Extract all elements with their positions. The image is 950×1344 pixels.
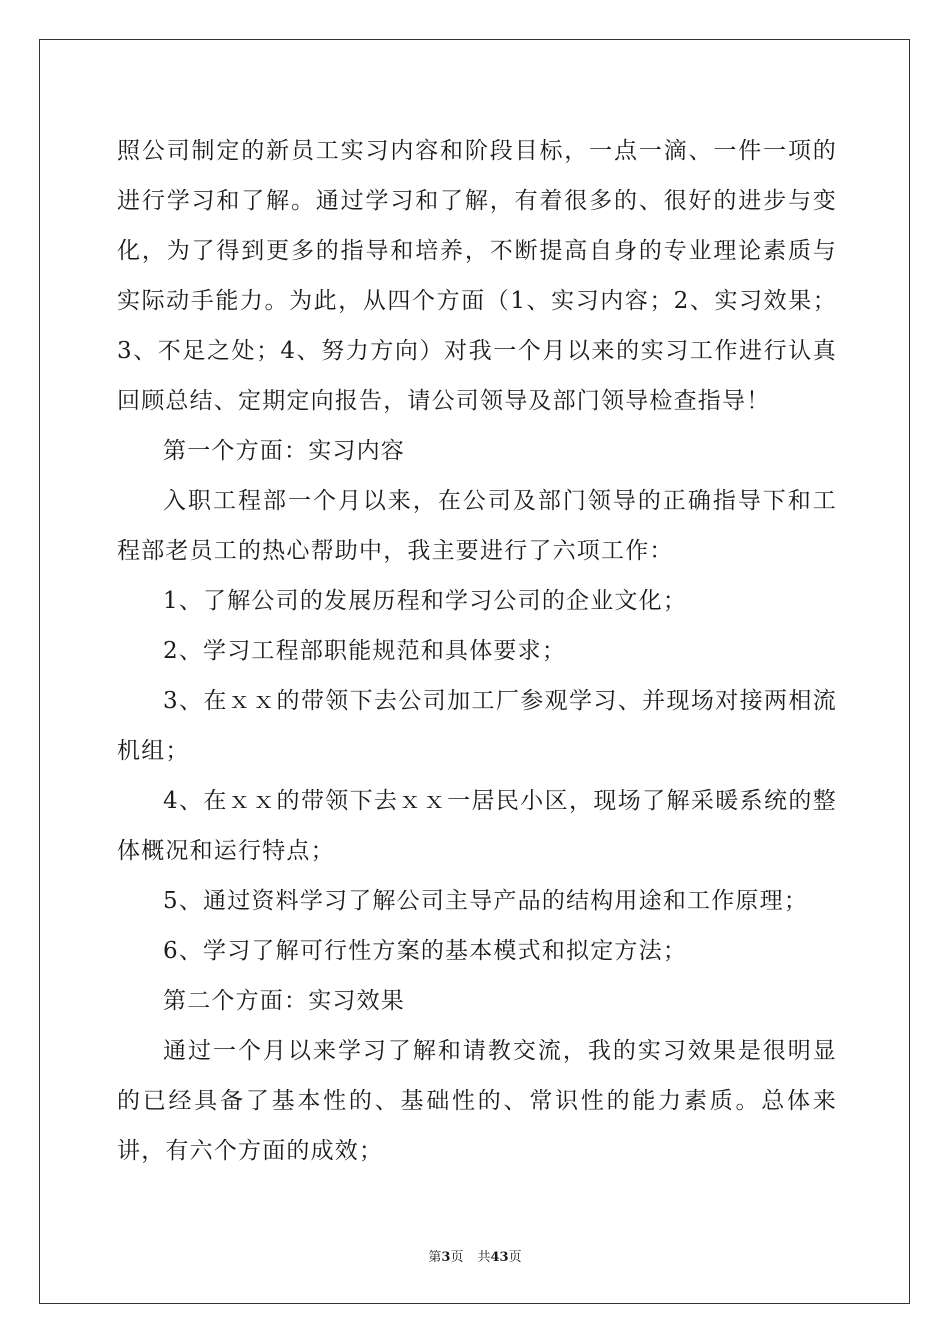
document-body xyxy=(117,126,837,1176)
list-item-5: 5、通过资料学习了解公司主导产品的结构用途和工作原理； xyxy=(163,888,809,914)
list-item-2: 2、学习工程部职能规范和具体要求； xyxy=(163,638,567,664)
list-item-6: 6、学习了解可行性方案的基本模式和拟定方法； xyxy=(163,938,688,964)
total-suffix: 页 xyxy=(508,1250,522,1265)
section-heading-content: 第一个方面：实习内容 xyxy=(163,438,405,464)
list-item-4: 4、在ｘｘ的带领下去ｘｘ一居民小区，现场了解采暖系统的整体概况和运行特点； xyxy=(117,788,837,864)
total-prefix: 共 xyxy=(477,1250,491,1265)
paragraph-work-summary: 入职工程部一个月以来，在公司及部门领导的正确指导下和工程部老员工的热心帮助中，我主要进行了六项工作： xyxy=(117,488,837,564)
page-footer xyxy=(0,1246,950,1265)
paragraph-effects: 通过一个月以来学习了解和请教交流，我的实习效果是很明显的已经具备了基本性的、基础性的、常识性的能力素质。总体来讲，有六个方面的成效； xyxy=(117,1038,837,1164)
section-heading-effects: 第二个方面：实习效果 xyxy=(163,988,405,1014)
paragraph-intro: 照公司制定的新员工实习内容和阶段目标，一点一滴、一件一项的进行学习和了解。通过学习和了解，有着很多的、很好的进步与变化，为了得到更多的指导和培养，不断提高自身的专业理论素质与实际动手能力。为此，从四个方面（1、实习内容；2、实习效果；3、不足之处；4、努力方向）对我一个月以来的实习工作进行认真回顾总结、定期定向报告，请公司领导及部门领导检查指导！ xyxy=(117,138,837,414)
list-item-1: 1、了解公司的发展历程和学习公司的企业文化； xyxy=(163,588,688,614)
page-suffix: 页 xyxy=(450,1250,464,1265)
page-prefix: 第 xyxy=(428,1250,442,1265)
page-number: 3 xyxy=(441,1250,451,1265)
total-pages: 43 xyxy=(490,1250,509,1265)
list-item-3: 3、在ｘｘ的带领下去公司加工厂参观学习、并现场对接两相流机组； xyxy=(117,688,837,764)
